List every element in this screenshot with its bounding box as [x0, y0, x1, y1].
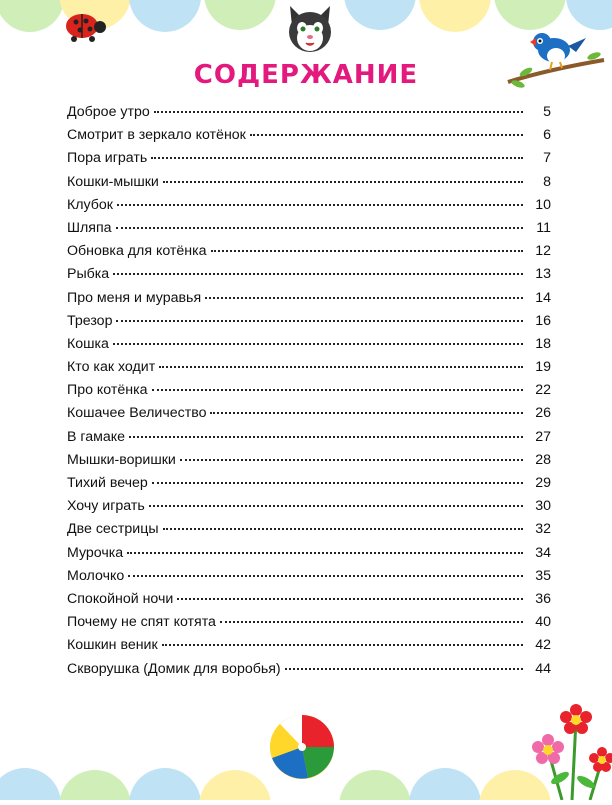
toc-page-number: 28: [535, 451, 551, 468]
toc-dot-leader: [116, 320, 523, 322]
toc-dot-leader: [154, 111, 523, 113]
toc-page-number: 34: [535, 544, 551, 561]
toc-dot-leader: [151, 157, 523, 159]
toc-page-number: 18: [535, 335, 551, 352]
toc-dot-leader: [177, 598, 523, 600]
toc-dot-leader: [211, 250, 523, 252]
toc-dot-leader: [210, 412, 523, 414]
toc-entry-title: Мурочка: [67, 544, 124, 561]
toc-page-number: 35: [535, 567, 551, 584]
toc-entry-title: Пора играть: [67, 150, 148, 167]
toc-page-number: 7: [543, 150, 551, 167]
toc-row: [67, 104, 551, 127]
toc-dot-leader: [116, 227, 523, 229]
toc-entry-title: Обновка для котёнка: [67, 243, 207, 260]
toc-entry-title: Мышки-воришки: [67, 451, 176, 468]
toc-dot-leader: [113, 273, 523, 275]
toc-entry-title: Кошки-мышки: [67, 173, 159, 190]
toc-dot-leader: [180, 459, 523, 461]
toc-page-number: 10: [535, 196, 551, 213]
toc-dot-leader: [163, 181, 523, 183]
toc-row: [67, 150, 551, 173]
ladybug-icon: [60, 10, 108, 49]
toc-dot-leader: [152, 482, 523, 484]
toc-page-number: 16: [535, 312, 551, 329]
toc-dot-leader: [152, 389, 524, 391]
toc-row: [67, 405, 551, 428]
toc-page-number: 30: [535, 498, 551, 515]
toc-row: [67, 220, 551, 243]
toc-page-number: 29: [535, 475, 551, 491]
toc-dot-leader: [162, 644, 523, 646]
toc-dot-leader: [163, 528, 523, 530]
toc-page-number: 13: [535, 266, 551, 283]
flowers-icon: [526, 700, 612, 805]
toc-row: [67, 266, 551, 289]
toc-entry-title: Трезор: [67, 312, 113, 329]
kitten-face-icon: [284, 2, 336, 61]
toc-entry-title: Почему не спят котята: [67, 614, 216, 631]
toc-row: [67, 545, 551, 568]
toc-entry-title: Молочко: [67, 567, 125, 584]
toc-page-number: 42: [535, 637, 551, 654]
toc-row: [67, 475, 551, 498]
toc-row: [67, 197, 551, 220]
toc-row: [67, 174, 551, 197]
toc-entry-title: Шляпа: [67, 219, 112, 236]
toc-page-number: 6: [543, 127, 551, 144]
toc-page-number: 27: [535, 428, 551, 445]
toc-row: [67, 127, 551, 150]
toc-dot-leader: [127, 552, 523, 554]
toc-row: [67, 243, 551, 266]
toc-row: [67, 313, 551, 336]
toc-dot-leader: [129, 436, 523, 438]
toc-dot-leader: [128, 575, 523, 577]
toc-dot-leader: [149, 505, 523, 507]
toc-page-number: 11: [536, 219, 551, 236]
toc-entry-title: Про меня и муравья: [67, 289, 202, 306]
toc-row: [67, 637, 551, 660]
toc-entry-title: В гамаке: [67, 428, 126, 445]
toc-row: [67, 498, 551, 521]
toc-row: [67, 382, 551, 405]
toc-dot-leader: [250, 134, 523, 136]
toc-page-number: 40: [535, 614, 551, 631]
toc-page-number: 5: [543, 104, 551, 120]
toc-row: [67, 661, 551, 684]
toc-row: [67, 568, 551, 591]
toc-row: [67, 336, 551, 359]
toc-entry-title: Кто как ходит: [67, 359, 156, 376]
toc-entry-title: Две сестрицы: [67, 521, 159, 538]
toc-row: [67, 290, 551, 313]
toc-entry-title: Скворушка (Домик для воробья): [67, 660, 281, 677]
toc-page-number: 36: [535, 590, 551, 607]
toc-dot-leader: [205, 297, 523, 299]
toc-entry-title: Хочу играть: [67, 498, 145, 515]
toc-page-number: 22: [535, 382, 551, 399]
toc-row: [67, 614, 551, 637]
toc-entry-title: Смотрит в зеркало котёнок: [67, 127, 246, 144]
toc-page-number: 26: [535, 405, 551, 422]
toc-entry-title: Рыбка: [67, 266, 110, 283]
toc-dot-leader: [113, 343, 523, 345]
toc-entry-title: Про котёнка: [67, 382, 148, 399]
toc-entry-title: Кошкин веник: [67, 637, 158, 654]
toc-entry-title: Кошка: [67, 335, 109, 352]
toc-entry-title: Доброе утро: [67, 104, 150, 120]
toc-row: [67, 591, 551, 614]
toc-dot-leader: [220, 621, 523, 623]
toc-row: [67, 429, 551, 452]
toc-page-number: 19: [535, 359, 551, 376]
toc-entry-title: Кошачее Величество: [67, 405, 207, 422]
toc-dot-leader: [117, 204, 523, 206]
table-of-contents: [67, 104, 551, 684]
toc-page-number: 8: [543, 173, 551, 190]
toc-page-number: 32: [535, 521, 551, 538]
toc-row: [67, 359, 551, 382]
toc-entry-title: Клубок: [67, 196, 114, 213]
toc-dot-leader: [285, 668, 523, 670]
toc-entry-title: Тихий вечер: [67, 475, 148, 491]
beach-ball-icon: [268, 712, 336, 787]
toc-page-number: 44: [535, 660, 551, 677]
toc-page-number: 14: [535, 289, 551, 306]
page-title: СОДЕРЖАНИЕ: [193, 60, 419, 90]
toc-dot-leader: [159, 366, 523, 368]
toc-page-number: 12: [535, 243, 551, 260]
toc-row: [67, 452, 551, 475]
toc-row: [67, 521, 551, 544]
toc-entry-title: Спокойной ночи: [67, 590, 174, 607]
